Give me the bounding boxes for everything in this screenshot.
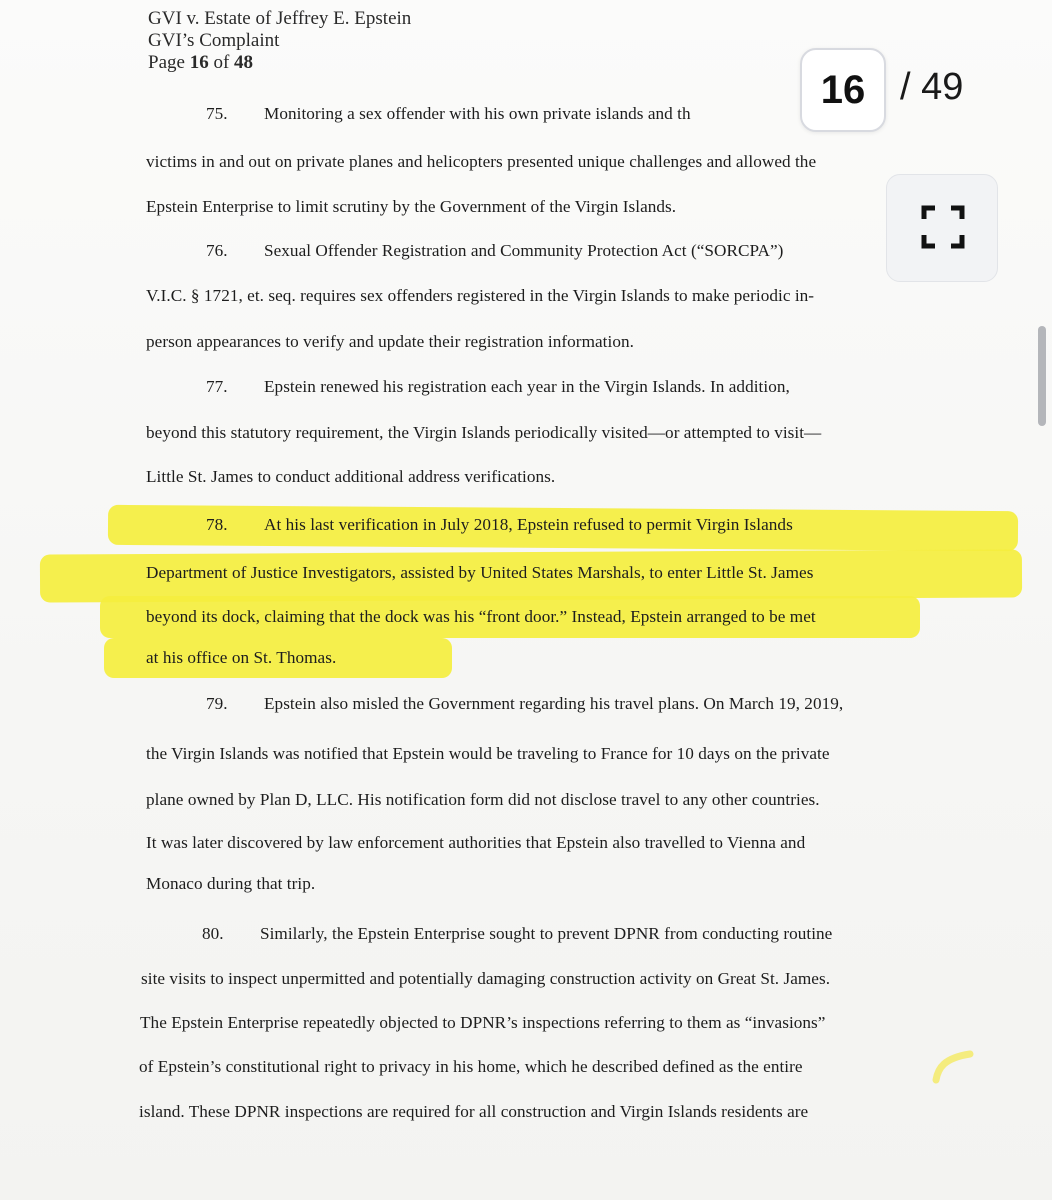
text-line (139, 1057, 803, 1077)
text-line (146, 197, 676, 217)
text-line (206, 241, 783, 261)
text-line (146, 744, 830, 764)
text-line (146, 467, 555, 487)
paragraph-number: 75. (206, 104, 228, 123)
text-line (139, 1102, 808, 1122)
text-line (146, 607, 816, 627)
paragraph-number: 76. (206, 241, 228, 260)
text-line (206, 515, 793, 535)
paragraph-number: 80. (202, 924, 224, 943)
line-text: at his office on St. Thomas. (146, 648, 337, 667)
text-line (141, 969, 830, 989)
text-line (146, 152, 816, 172)
page-count: 48 (234, 52, 254, 73)
text-line (206, 377, 790, 397)
page-label (148, 52, 411, 74)
total-pages-label: / 49 (900, 66, 964, 108)
page-of: of (213, 52, 230, 73)
line-text: of Epstein’s constitutional right to privacy in his home, which he described defined as the entire (139, 1057, 803, 1076)
text-line (146, 286, 814, 306)
case-title: GVI v. Estate of Jeffrey E. Epstein (148, 8, 412, 29)
line-text: Similarly, the Epstein Enterprise sought to prevent DPNR from conducting routine (260, 924, 833, 943)
text-line (146, 563, 813, 583)
line-text: person appearances to verify and update their registration information. (146, 332, 634, 351)
line-text: beyond its dock, claiming that the dock was his “front door.” Instead, Epstein arranged to be met (146, 607, 816, 626)
highlighter-mark (930, 1046, 976, 1086)
line-text: beyond this statutory requirement, the Virgin Islands periodically visited—or attempted to visit— (146, 423, 822, 442)
paragraph-number: 78. (206, 515, 228, 534)
page-number: 16 (189, 52, 209, 73)
text-line (146, 874, 315, 894)
line-text: It was later discovered by law enforcement authorities that Epstein also travelled to Vienna and (146, 833, 806, 852)
scrollbar-thumb[interactable] (1038, 326, 1046, 426)
line-text: site visits to inspect unpermitted and potentially damaging construction activity on Great St. James. (141, 969, 831, 988)
paragraph-number: 77. (206, 377, 228, 396)
line-text: the Virgin Islands was notified that Epstein would be traveling to France for 10 days on the private (146, 744, 830, 763)
text-line (146, 833, 805, 853)
text-line (206, 694, 843, 714)
document-caption (148, 8, 411, 74)
current-page-indicator[interactable]: 16 (800, 48, 886, 132)
text-line (206, 104, 691, 124)
document-name: GVI’s Complaint (148, 30, 280, 51)
text-line (202, 924, 832, 944)
text-line (140, 1013, 825, 1033)
line-text: Department of Justice Investigators, assisted by United States Marshals, to enter Little St. James (146, 563, 814, 582)
line-text: Monaco during that trip. (146, 874, 316, 893)
line-text: Sexual Offender Registration and Community Protection Act (“SORCPA”) (264, 241, 784, 260)
text-line (146, 648, 336, 668)
line-text: Little St. James to conduct additional address verifications. (146, 467, 556, 486)
fullscreen-button[interactable] (886, 174, 998, 282)
fullscreen-icon (921, 205, 965, 249)
line-text: Monitoring a sex offender with his own private islands and th (264, 104, 691, 123)
line-text: plane owned by Plan D, LLC. His notification form did not disclose travel to any other countries. (146, 790, 820, 809)
line-text: Epstein Enterprise to limit scrutiny by the Government of the Virgin Islands. (146, 197, 677, 216)
line-text: island. These DPNR inspections are required for all construction and Virgin Islands residents are (139, 1102, 809, 1121)
line-text: V.I.C. § 1721, et. seq. requires sex offenders registered in the Virgin Islands to make periodic in- (146, 286, 815, 305)
line-text: At his last verification in July 2018, Epstein refused to permit Virgin Islands (264, 515, 793, 534)
text-line (146, 423, 821, 443)
text-line (146, 332, 634, 352)
line-text: victims in and out on private planes and helicopters presented unique challenges and allowed the (146, 152, 817, 171)
line-text: Epstein renewed his registration each year in the Virgin Islands. In addition, (264, 377, 790, 396)
text-line (146, 790, 820, 810)
line-text: The Epstein Enterprise repeatedly objected to DPNR’s inspections referring to them as “invasions” (140, 1013, 826, 1032)
paragraph-number: 79. (206, 694, 228, 713)
line-text: Epstein also misled the Government regarding his travel plans. On March 19, 2019, (264, 694, 844, 713)
page-prefix: Page (148, 52, 185, 73)
